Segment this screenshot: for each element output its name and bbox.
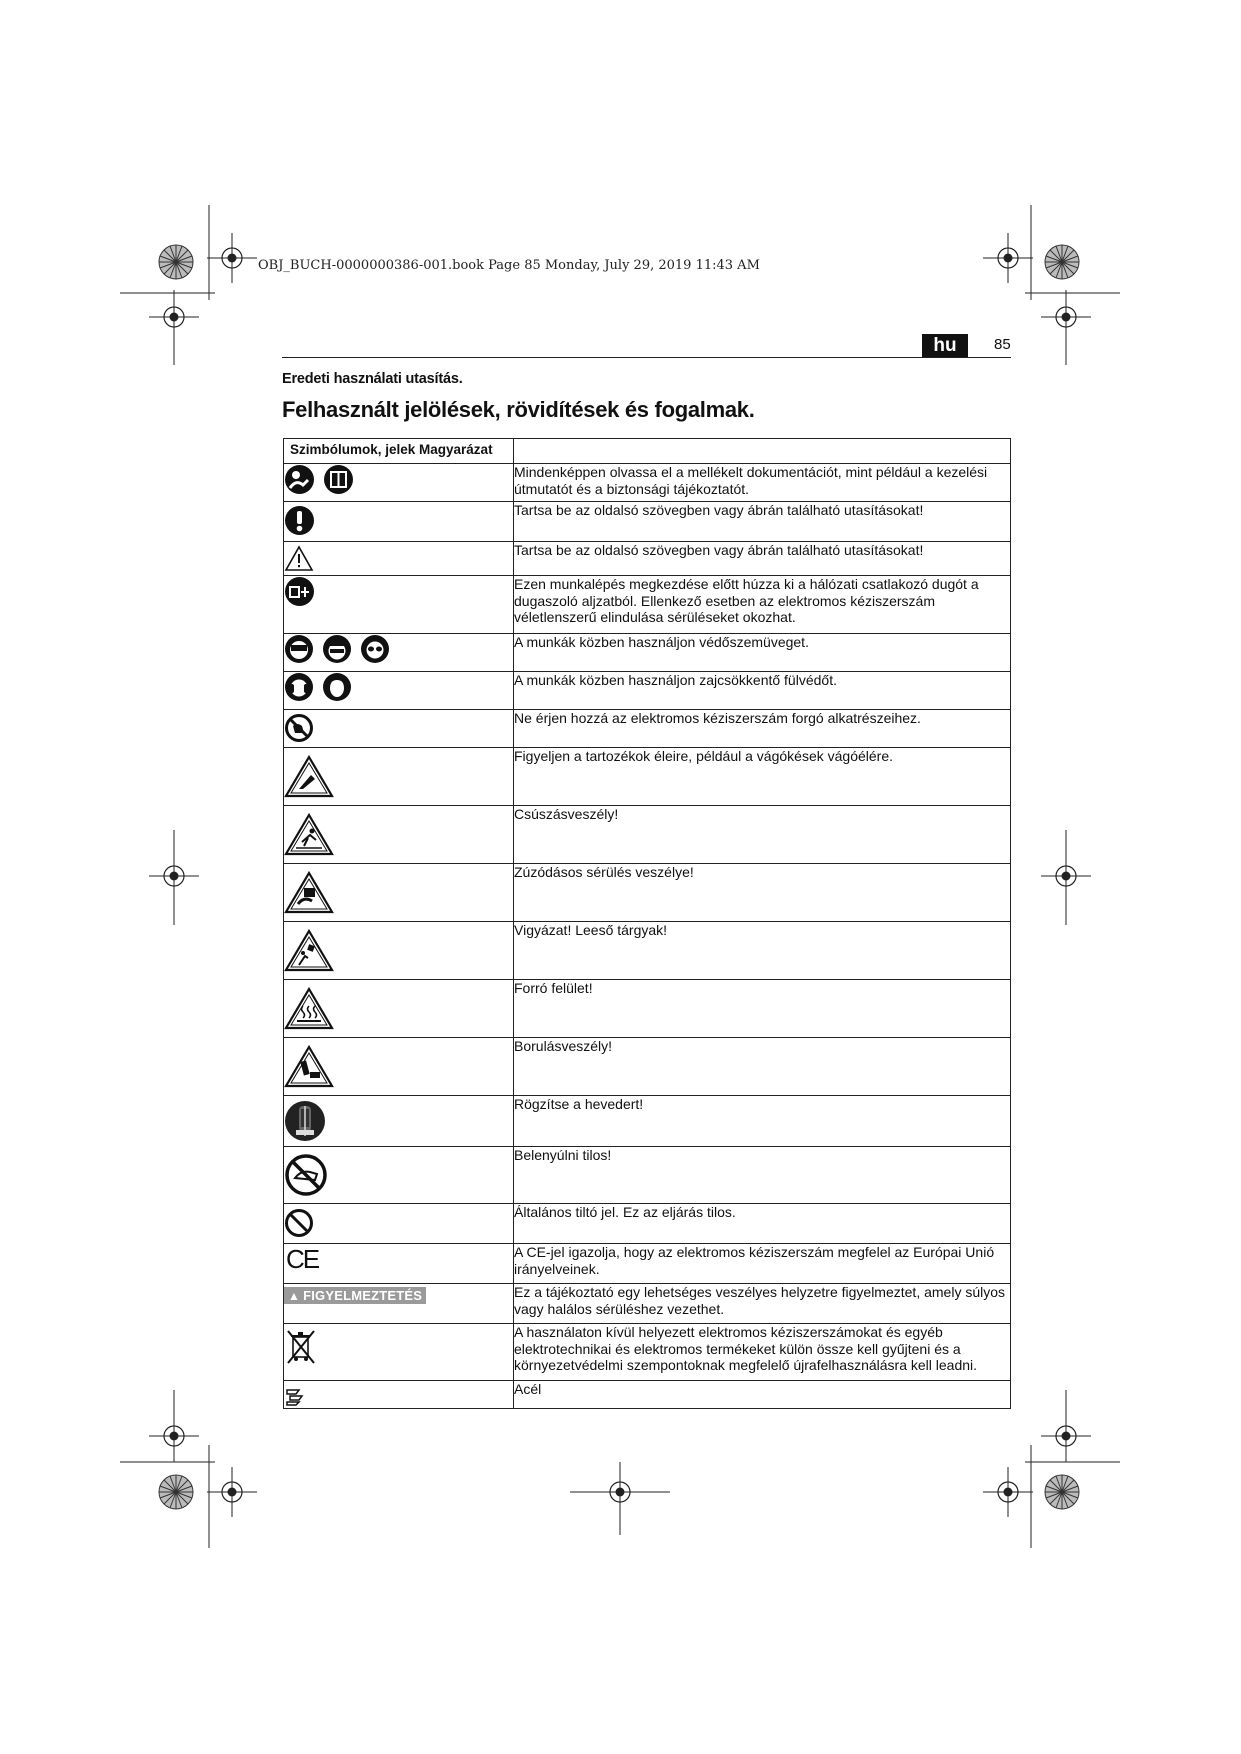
table-row [284, 1147, 1011, 1204]
sharp-edges-warning-icon [284, 754, 334, 798]
table-row [284, 864, 1011, 922]
table-row [284, 672, 1011, 710]
row-text: Zúzódásos sérülés veszélye! [514, 864, 1011, 922]
book-icon [323, 464, 354, 495]
row-text: Ez a tájékoztató egy lehetséges veszélyes helyzetre figyelmeztet, amely súlyos vagy halálos sérüléshez vezethet. [514, 1284, 1011, 1324]
table-row [284, 1096, 1011, 1147]
row-text: A munkák közben használjon zajcsökkentő fülvédőt. [514, 672, 1011, 710]
header-rule [282, 357, 1011, 358]
table-row [284, 1244, 1011, 1284]
row-text: Acél [514, 1381, 1011, 1409]
row-text: Belenyúlni tilos! [514, 1147, 1011, 1204]
table-row [284, 980, 1011, 1038]
crushing-hazard-icon [284, 870, 334, 914]
hot-surface-icon [284, 986, 334, 1030]
crossed-out-bin-icon [284, 1328, 318, 1366]
read-manual-icon [284, 464, 315, 495]
table-row [284, 806, 1011, 864]
row-text: Általános tiltó jel. Ez az eljárás tilos. [514, 1204, 1011, 1244]
document-subtitle: Eredeti használati utasítás. [282, 371, 463, 387]
ear-protection-icon [284, 672, 314, 702]
badge-label: FIGYELMEZTETÉS [303, 1288, 423, 1303]
tipping-hazard-icon [284, 1044, 334, 1088]
warning-triangle-icon: ▲ [288, 1289, 301, 1303]
ear-muffs-icon [322, 672, 352, 702]
table-row [284, 1284, 1011, 1324]
table-row [284, 1038, 1011, 1096]
no-reaching-in-icon [284, 1153, 328, 1197]
row-text: Figyeljen a tartozékok éleire, például a vágókések vágóélére. [514, 748, 1011, 806]
table-row [284, 634, 1011, 672]
table-row [284, 710, 1011, 748]
row-text: Tartsa be az oldalsó szövegben vagy ábrán található utasításokat! [514, 542, 1011, 576]
ce-mark-icon: CE [286, 1244, 319, 1274]
row-text: A CE-jel igazolja, hogy az elektromos kéziszerszám megfelel az Európai Unió irányelveinek. [514, 1244, 1011, 1284]
table-row [284, 542, 1011, 576]
table-header: Szimbólumok, jelek Magyarázat [284, 439, 514, 464]
print-header: OBJ_BUCH-0000000386-001.book Page 85 Monday, July 29, 2019 11:43 AM [258, 258, 760, 273]
fasten-strap-icon [284, 1100, 326, 1142]
row-text: Ne érjen hozzá az elektromos kéziszerszám forgó alkatrészeihez. [514, 710, 1011, 748]
row-text: Rögzítse a hevedert! [514, 1096, 1011, 1147]
row-text: Tartsa be az oldalsó szövegben vagy ábrán található utasításokat! [514, 502, 1011, 542]
table-row [284, 748, 1011, 806]
page-number: 85 [994, 336, 1011, 353]
table-row [284, 1204, 1011, 1244]
face-shield-icon [284, 634, 314, 664]
row-text: Ezen munkalépés megkezdése előtt húzza ki a hálózati csatlakozó dugót a dugaszoló aljzatból. Ellenkező esetben az elektromos kéziszerszám véletlenszerű elindulása sérüléseket okozhat. [514, 576, 1011, 634]
falling-objects-icon [284, 928, 334, 972]
table-header-empty [514, 439, 1011, 464]
warning-triangle-icon [284, 545, 314, 572]
row-text: Forró felület! [514, 980, 1011, 1038]
row-text: Vigyázat! Leeső tárgyak! [514, 922, 1011, 980]
table-row [284, 922, 1011, 980]
table-row [284, 1381, 1011, 1409]
no-touch-rotating-parts-icon [284, 713, 314, 743]
row-text: A munkák közben használjon védőszemüveget. [514, 634, 1011, 672]
row-text: Borulásveszély! [514, 1038, 1011, 1096]
warning-signal-word-badge [284, 1287, 426, 1304]
steel-material-icon [284, 1386, 306, 1406]
helmet-visor-icon [322, 634, 352, 664]
row-text: A használaton kívül helyezett elektromos kéziszerszámokat és egyéb elektrotechnikai és elektromos termékeket külön össze kell gyűjteni és a környezetvédelmi szempontoknak megfelelő újrafelhasználásra kell leadni. [514, 1324, 1011, 1381]
unplug-icon [284, 576, 315, 607]
table-row [284, 1324, 1011, 1381]
row-text: Mindenképpen olvassa el a mellékelt dokumentációt, mint például a kezelési útmutatót és a biztonsági tájékoztatót. [514, 464, 1011, 502]
table-row [284, 576, 1011, 634]
symbols-table [283, 438, 1011, 1409]
language-badge: hu [922, 334, 968, 357]
safety-goggles-icon [360, 634, 390, 664]
mandatory-action-icon [284, 505, 315, 536]
table-row [284, 464, 1011, 502]
page-title: Felhasznált jelölések, rövidítések és fogalmak. [282, 397, 755, 422]
prohibition-icon [284, 1208, 314, 1238]
table-row [284, 502, 1011, 542]
row-text: Csúszásveszély! [514, 806, 1011, 864]
slip-hazard-icon [284, 812, 334, 856]
